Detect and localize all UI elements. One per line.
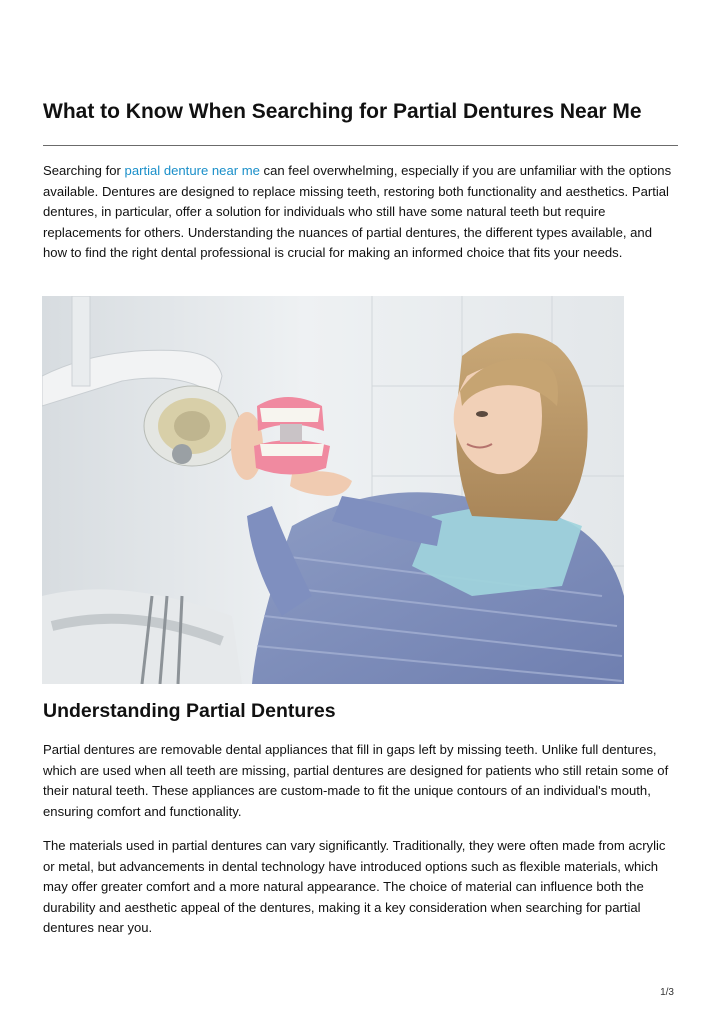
intro-text-before-link: Searching for [43,163,125,178]
body-paragraph-2: The materials used in partial dentures can vary significantly. Traditionally, they were often made from acrylic or metal, but advancements in dental technology have introduced options such as flexible materials, which may offer greater comfort and a more natural appearance. The choice of material can influence both the durability and aesthetic appeal of the dentures, making it a key consideration when searching for partial dentures near you. [43,838,666,935]
partial-denture-near-me-link[interactable]: partial denture near me [124,163,260,178]
intro-paragraph [43,161,677,264]
intro-text-after-link: can feel overwhelming, especially if you are unfamiliar with the options available. Dentures are designed to replace missing teeth, restoring both functionality and aesthetics. Partial dentures, in particular, offer a solution for individuals who still have some natural teeth but require replacements for others. Understanding the nuances of partial dentures, the different types available, and how to find the right dental professional is crucial for making an informed choice that fits your needs. [43,163,672,260]
page-title: What to Know When Searching for Partial Dentures Near Me [43,100,642,123]
body-paragraph-1: Partial dentures are removable dental appliances that fill in gaps left by missing teeth. Unlike full dentures, which are used when all teeth are missing, partial dentures are designed for patients who still retain some of their natural teeth. These appliances are custom-made to fit the unique contours of an individual's mouth, ensuring comfort and functionality. [43,742,669,819]
section-heading: Understanding Partial Dentures [43,700,336,722]
title-divider [43,145,678,146]
page-number: 1/3 [660,987,674,998]
woman-holding-denture-model-photo [42,296,624,684]
